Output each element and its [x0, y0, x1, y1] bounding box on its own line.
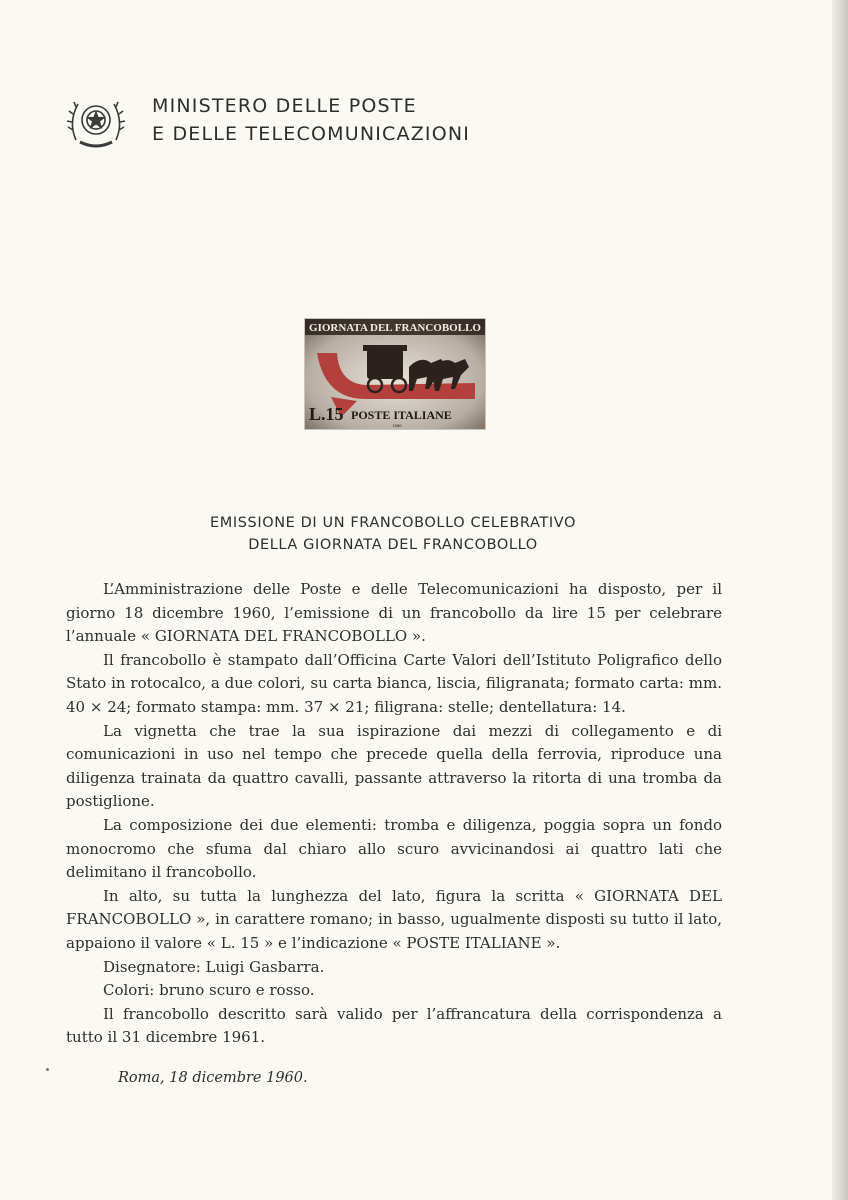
- body-paragraph: L’Amministrazione delle Poste e delle Telecomunicazioni ha disposto, per il giorno 18 dicembre 1960, l’emissione di un francobollo da lire 15 per celebrare l’annuale « GIORNATA DEL FRANCOBOLLO ».: [66, 580, 722, 646]
- ministry-line-1: MINISTERO DELLE POSTE: [152, 95, 417, 117]
- stamp-year: 1960: [392, 423, 402, 428]
- title-line-1: EMISSIONE DI UN FRANCOBOLLO CELEBRATIVO: [209, 515, 577, 531]
- title-line-2: DELLA GIORNATA DEL FRANCOBOLLO: [248, 537, 538, 553]
- body-paragraph: La vignetta che trae la sua ispirazione dai mezzi di collegamento e di comunicazioni in uso nel tempo che precede quella della ferrovia, riproduce una diligenza trainata da quattro cavalli, passante attraverso la ritorta di una tromba da postiglione.: [66, 721, 722, 811]
- ministry-name: [152, 92, 470, 148]
- body-paragraph: La composizione dei due elementi: tromba e diligenza, poggia sopra un fondo monocromo che sfuma dal chiaro allo scuro avvicinandosi ai quattro lati che delimitano il francobollo.: [66, 815, 722, 882]
- colors-line: Colori: bruno scuro e rosso.: [103, 981, 315, 1000]
- body-paragraph: Il francobollo è stampato dall’Officina Carte Valori dell’Istituto Poligrafico dello Stato in rotocalco, a due colori, su carta bianca, liscia, filigranata; formato carta: mm. 40 × 24; formato stampa: mm. 37 × 21; filigrana: stelle; dentellatura: 14.: [66, 650, 722, 716]
- page-edge: [832, 0, 848, 1200]
- body-paragraph: In alto, su tutta la lunghezza del lato, figura la scritta « GIORNATA DEL FRANCOBOLLO », in carattere romano; in basso, ugualmente disposti su tutto il lato, appaiono il valore « L. 15 » e l’indicazione « POSTE ITALIANE ».: [66, 886, 722, 952]
- stamp-top-text: GIORNATA DEL FRANCOBOLLO: [309, 322, 481, 334]
- document-title: [0, 512, 786, 556]
- paper-mark: [46, 1068, 49, 1071]
- ministry-line-2: E DELLE TELECOMUNICAZIONI: [152, 123, 471, 145]
- designer-line: Disegnatore: Luigi Gasbarra.: [103, 957, 325, 976]
- document-body: [66, 578, 722, 1050]
- stamp-image: [304, 318, 486, 430]
- closing-date-line: Roma, 18 dicembre 1960.: [118, 1070, 308, 1086]
- italian-republic-emblem-icon: [66, 92, 126, 154]
- body-paragraph: Il francobollo descritto sarà valido per l’affrancatura della corrispondenza a tutto il 31 dicembre 1961.: [66, 1004, 722, 1047]
- stamp-country-text: POSTE ITALIANE: [351, 408, 452, 422]
- stamp-value: L.15: [309, 404, 344, 424]
